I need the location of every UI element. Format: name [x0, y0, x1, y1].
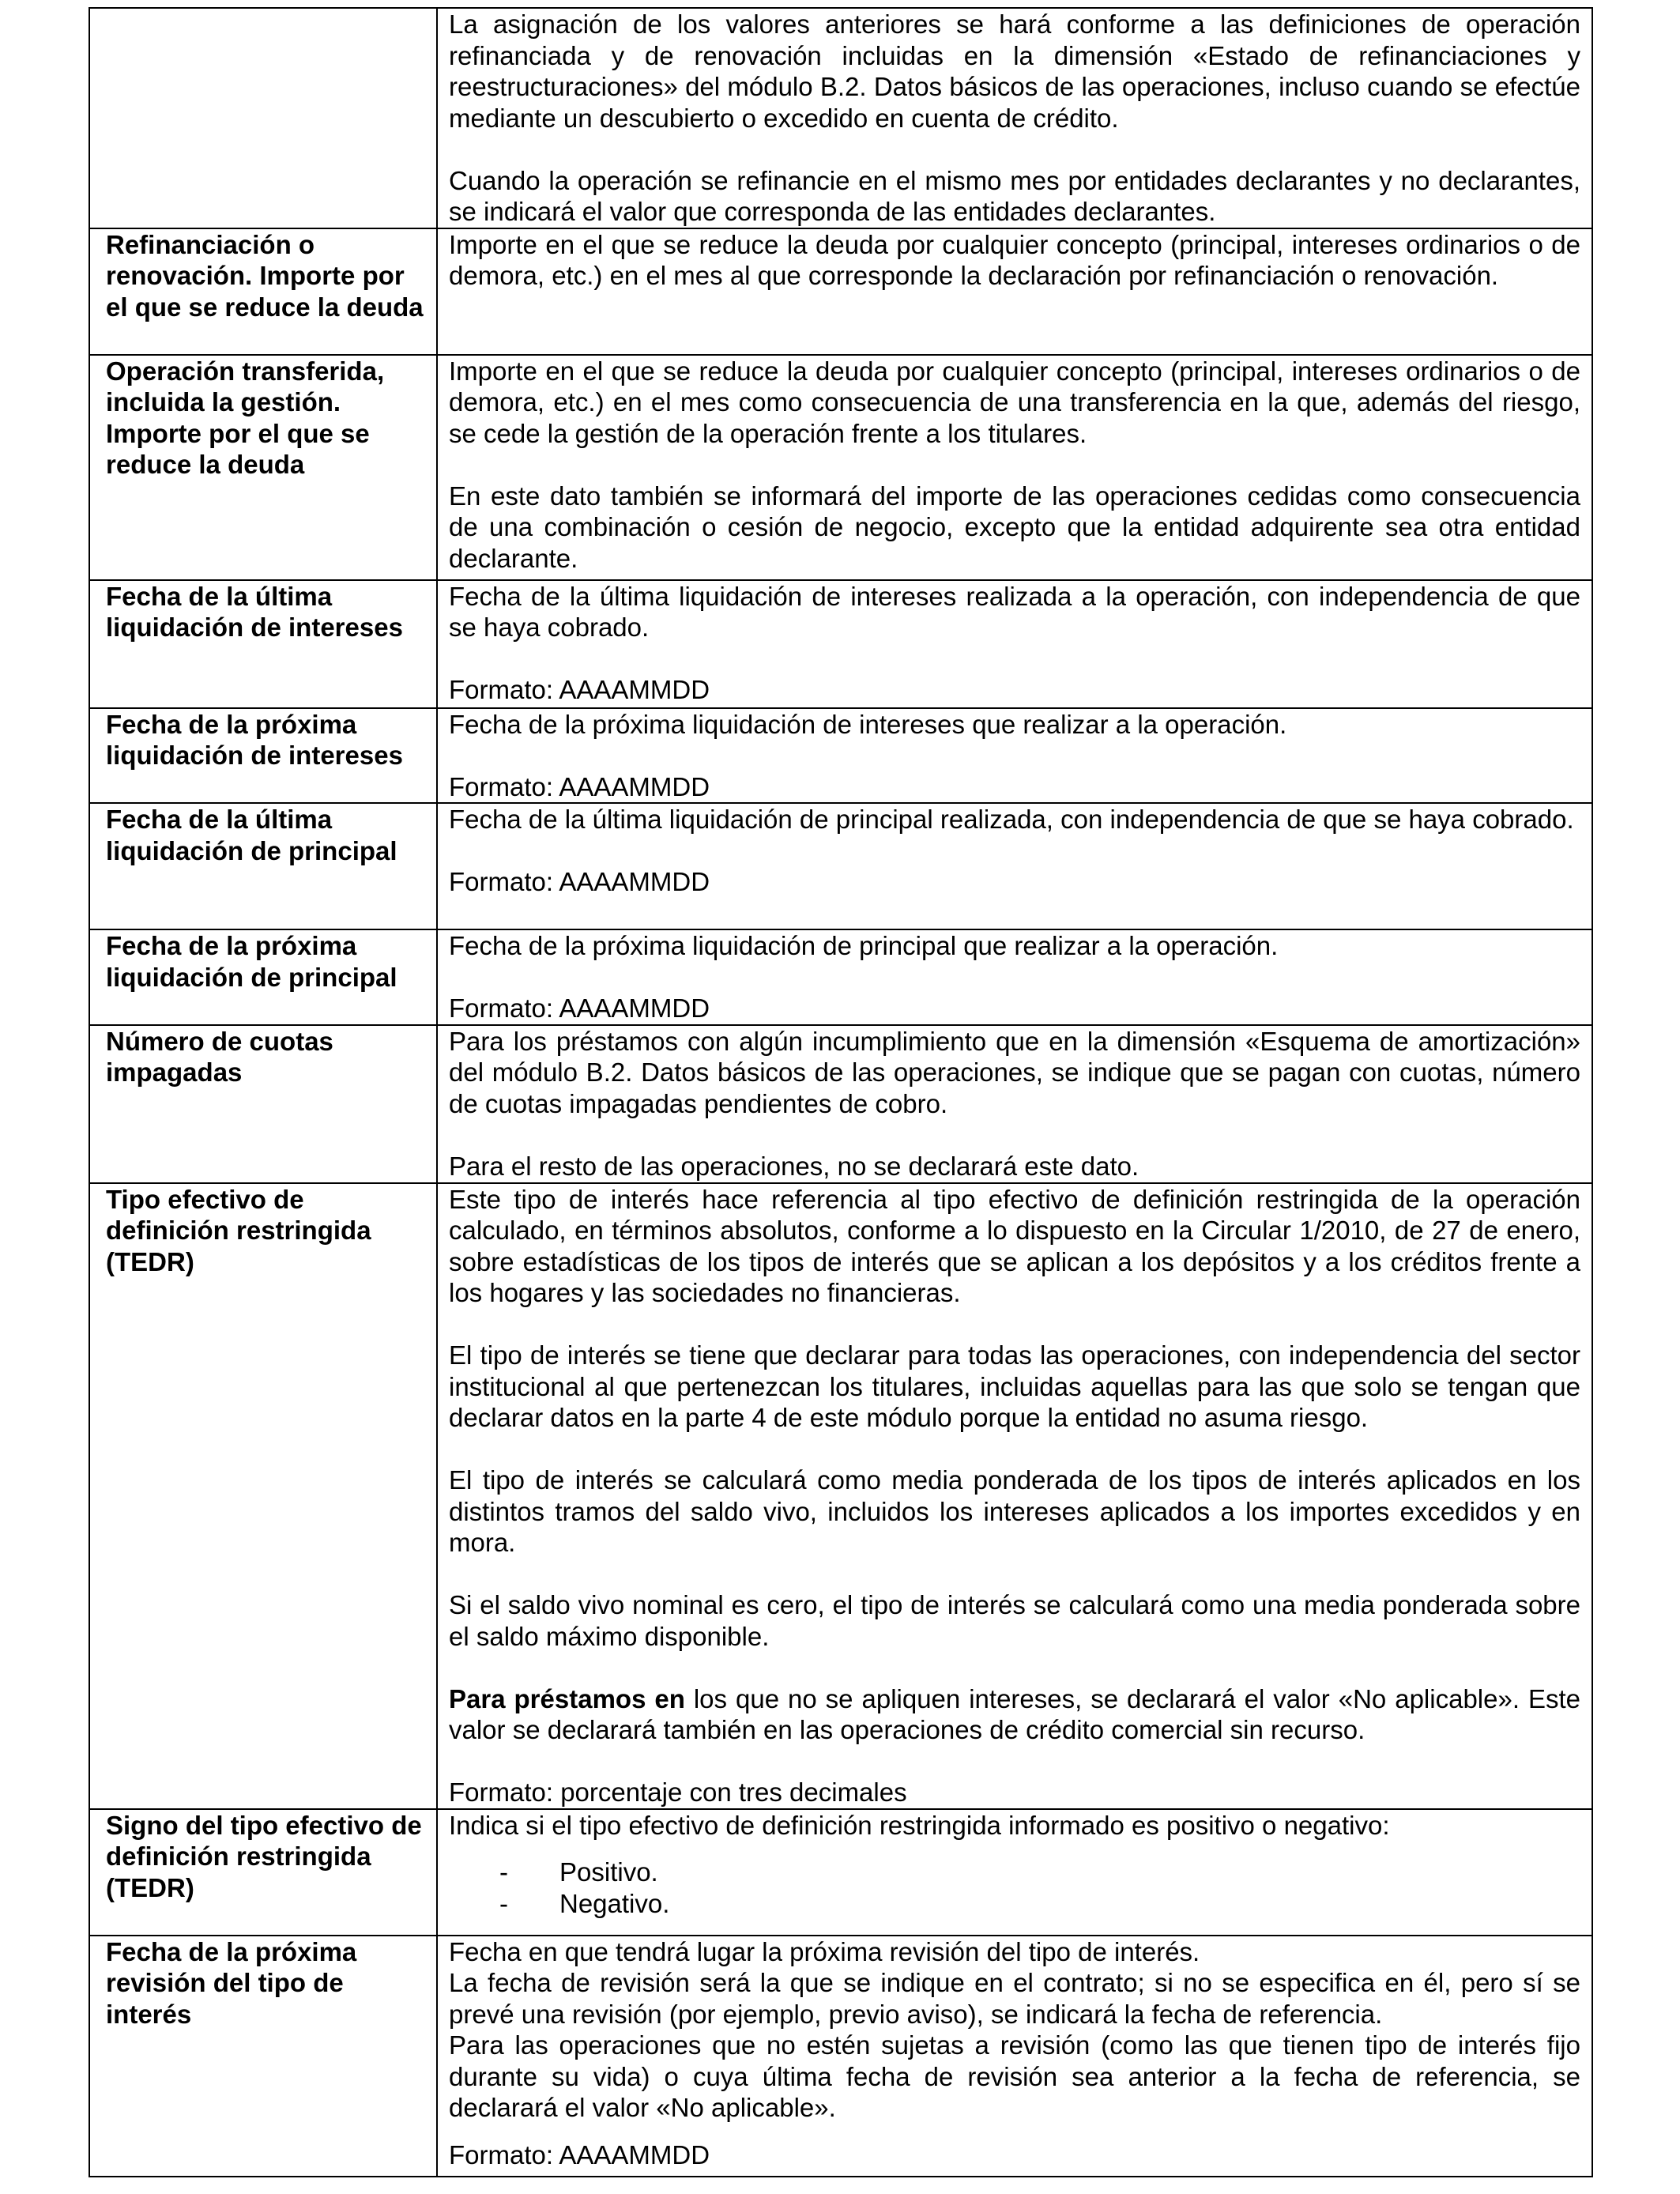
term-cell: Fecha de la próxima liquidación de principal — [89, 929, 437, 1025]
format-label: Formato: AAAAMMDD — [449, 771, 710, 801]
description-cell — [437, 580, 1592, 708]
paragraph: Si el saldo vivo nominal es cero, el tipo de interés se calculará como una media ponderada sobre el saldo máximo disponible. — [449, 1590, 1580, 1651]
term-cell: Operación transferida, incluida la gestión. Importe por el que se reduce la deuda — [89, 355, 437, 580]
paragraph: Fecha de la próxima liquidación de intereses que realizar a la operación. — [449, 709, 1287, 739]
paragraph: En este dato también se informará del importe de las operaciones cedidas como consecuencia de una combinación o cesión de negocio, excepto que la entidad adquirente sea otra entidad declarante. — [449, 481, 1580, 573]
term-cell: Fecha de la última liquidación de intereses — [89, 580, 437, 708]
list-item — [449, 1888, 1580, 1920]
term-cell: Número de cuotas impagadas — [89, 1025, 437, 1183]
description-cell — [437, 1183, 1592, 1809]
table-row — [89, 929, 1592, 1025]
paragraph-rest: los que no se apliquen intereses, se declarará el valor «No aplicable». Este valor se declarará también en las operaciones de crédito comercial sin recurso. — [449, 1683, 1580, 1744]
term-cell — [89, 8, 437, 228]
description-cell — [437, 8, 1592, 228]
table-row — [89, 580, 1592, 708]
table-row — [89, 8, 1592, 228]
table-row — [89, 1025, 1592, 1183]
list-item-text: Negativo. — [559, 1888, 670, 1918]
description-cell — [437, 708, 1592, 804]
bold-lead: Para préstamos en — [449, 1683, 685, 1713]
paragraph: Fecha de la última liquidación de principal realizada, con independencia de que se haya cobrado. — [449, 805, 1574, 834]
format-label: Formato: porcentaje con tres decimales — [449, 1777, 907, 1807]
term-cell: Fecha de la última liquidación de principal — [89, 803, 437, 929]
paragraph: Para el resto de las operaciones, no se declarará este dato. — [449, 1151, 1139, 1181]
list-item-text: Positivo. — [559, 1857, 658, 1887]
format-label: Formato: AAAAMMDD — [449, 675, 710, 704]
paragraph — [449, 1683, 1580, 1746]
paragraph: Fecha en que tendrá lugar la próxima revisión del tipo de interés. — [449, 1936, 1200, 1966]
description-cell — [437, 1809, 1592, 1936]
term-cell: Tipo efectivo de definición restringida (TEDR) — [89, 1183, 437, 1809]
paragraph: El tipo de interés se calculará como media ponderada de los tipos de interés aplicados en los distintos tramos del saldo vivo, incluidos los intereses aplicados a los importes excedidos y en mora. — [449, 1465, 1580, 1557]
dash-marker: - — [499, 1857, 508, 1887]
format-label: Formato: AAAAMMDD — [449, 993, 710, 1023]
paragraph: Para los préstamos con algún incumplimiento que en la dimensión «Esquema de amortización» del módulo B.2. Datos básicos de las operaciones, se indique que se pagan con cuotas, número de cuotas impagadas pendientes de cobro. — [449, 1026, 1580, 1118]
list-item — [449, 1857, 1580, 1888]
table-row — [89, 1936, 1592, 2177]
description-cell — [437, 929, 1592, 1025]
paragraph: La asignación de los valores anteriores se hará conforme a las definiciones de operación refinanciada y de renovación incluidas en la dimensión «Estado de refinanciaciones y reestructuraciones» del módulo B.2. Datos básicos de las operaciones, incluso cuando se efectúe mediante un descubierto o excedido en cuenta de crédito. — [449, 9, 1580, 133]
term-cell: Fecha de la próxima liquidación de intereses — [89, 708, 437, 804]
description-cell — [437, 803, 1592, 929]
paragraph: Cuando la operación se refinancie en el mismo mes por entidades declarantes y no declarantes, se indicará el valor que corresponda de las entidades declarantes. — [449, 165, 1580, 226]
term-cell: Fecha de la próxima revisión del tipo de interés — [89, 1936, 437, 2177]
paragraph: Importe en el que se reduce la deuda por cualquier concepto (principal, intereses ordinarios o de demora, etc.) en el mes al que corresponde la declaración por refinanciación o renovación. — [449, 229, 1580, 290]
term-cell: Refinanciación o renovación. Importe por el que se reduce la deuda — [89, 228, 437, 355]
table-row — [89, 228, 1592, 355]
paragraph: Este tipo de interés hace referencia al tipo efectivo de definición restringida de la operación calculado, en términos absolutos, conforme a lo dispuesto en la Circular 1/2010, de 27 de enero, sobre estadísticas de los tipos de interés que se aplican a los depósitos y a los créditos frente a los hogares y las sociedades no financieras. — [449, 1184, 1580, 1307]
definitions-table — [89, 7, 1593, 2177]
term-cell: Signo del tipo efectivo de definición restringida (TEDR) — [89, 1809, 437, 1936]
bullet-list — [449, 1857, 1580, 1919]
table-row — [89, 803, 1592, 929]
format-label: Formato: AAAAMMDD — [449, 2139, 710, 2169]
table-row — [89, 1809, 1592, 1936]
paragraph: Fecha de la última liquidación de intereses realizada a la operación, con independencia de que se haya cobrado. — [449, 581, 1580, 642]
paragraph: El tipo de interés se tiene que declarar para todas las operaciones, con independencia del sector institucional al que pertenezcan los titulares, incluidas aquellas para las que solo se tengan que declarar datos en la parte 4 de este módulo porque la entidad no asuma riesgo. — [449, 1340, 1580, 1432]
format-label: Formato: AAAAMMDD — [449, 867, 710, 896]
description-cell — [437, 1936, 1592, 2177]
dash-marker: - — [499, 1888, 508, 1918]
description-cell — [437, 1025, 1592, 1183]
paragraph: Para las operaciones que no estén sujetas a revisión (como las que tienen tipo de interés fijo durante su vida) o cuya última fecha de revisión sea anterior a la fecha de referencia, se declarará el valor «No aplicable». — [449, 2030, 1580, 2122]
table-row — [89, 1183, 1592, 1809]
paragraph: Fecha de la próxima liquidación de principal que realizar a la operación. — [449, 931, 1279, 960]
description-cell — [437, 228, 1592, 355]
table-row — [89, 355, 1592, 580]
table-row — [89, 708, 1592, 804]
paragraph: La fecha de revisión será la que se indique en el contrato; si no se especifica en él, pero sí se prevé una revisión (por ejemplo, previo aviso), se indicará la fecha de referencia. — [449, 1968, 1580, 2029]
paragraph: Indica si el tipo efectivo de definición restringida informado es positivo o negativo: — [449, 1810, 1390, 1840]
paragraph: Importe en el que se reduce la deuda por cualquier concepto (principal, intereses ordinarios o de demora, etc.) en el mes como consecuencia de una transferencia en la que, además del riesgo, se cede la gestión de la operación frente a los titulares. — [449, 356, 1580, 448]
description-cell — [437, 355, 1592, 580]
